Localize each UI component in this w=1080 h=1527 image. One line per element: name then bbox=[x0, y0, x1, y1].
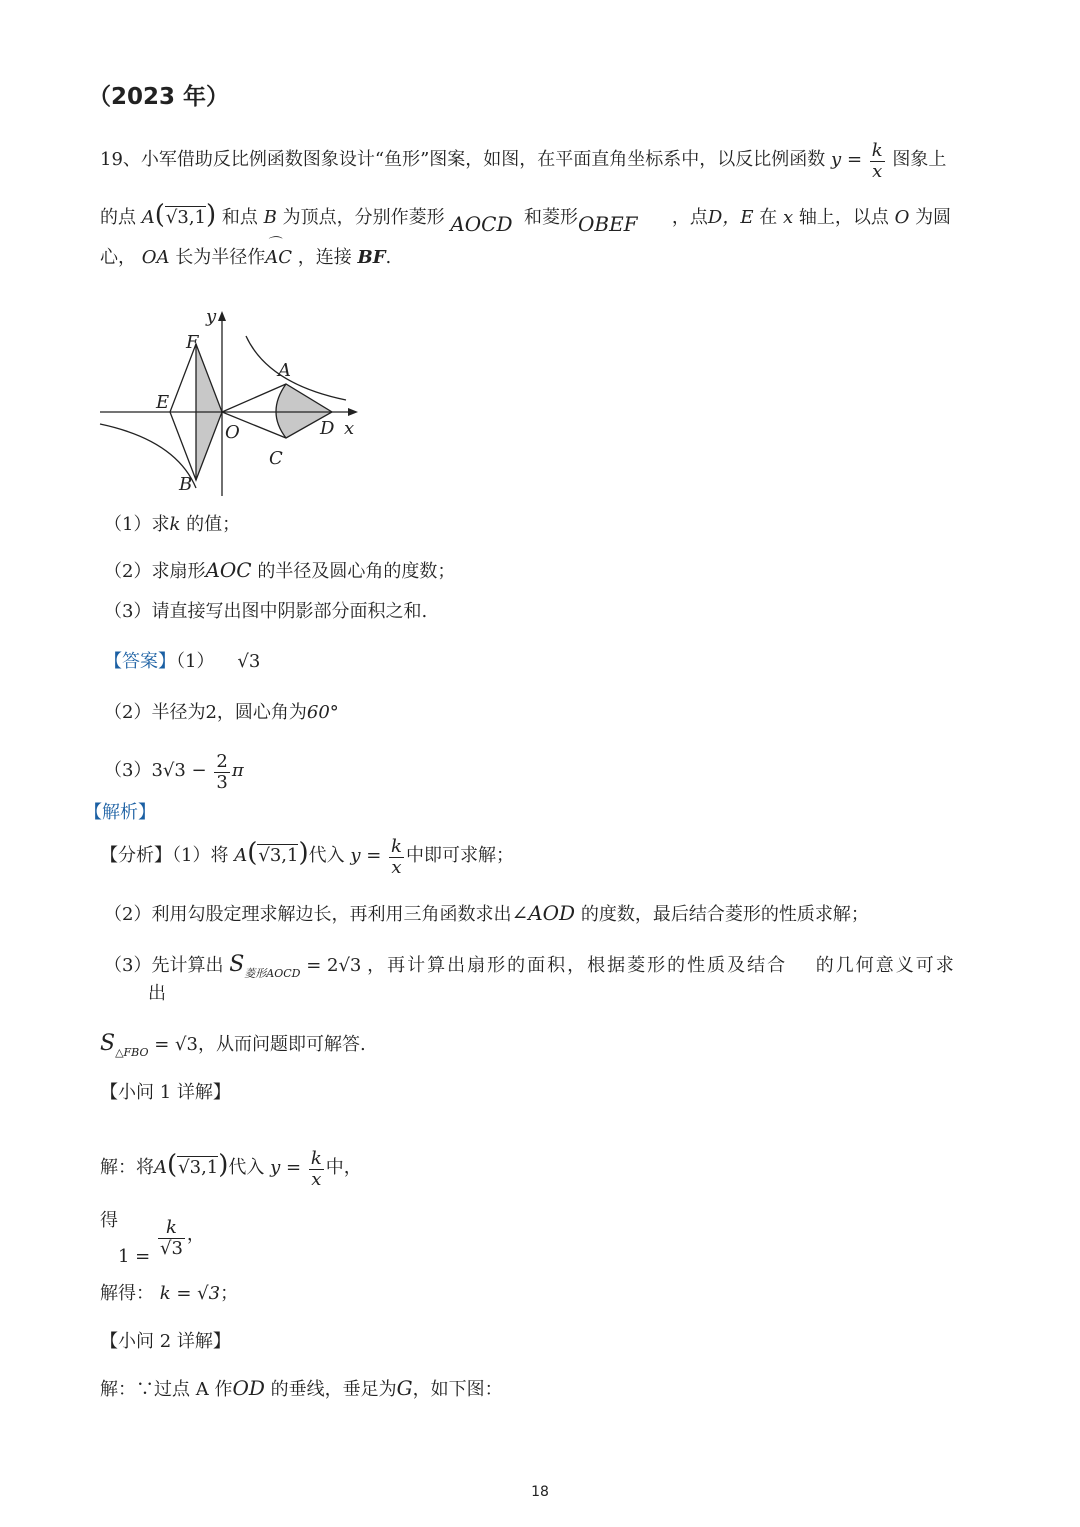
label-y: y bbox=[206, 306, 217, 327]
pi-symbol: π bbox=[231, 759, 244, 781]
point-A: A bbox=[154, 1156, 167, 1178]
question-line-2: 的点 A(√3,1) 和点 B 为顶点，分别作菱形 AOCD 和菱形OBEF ，点D，E 在 x 轴上，以点 O 为圆 bbox=[100, 200, 952, 236]
area-value: = √3 bbox=[154, 1034, 198, 1055]
detail-1-step-3 bbox=[100, 1285, 238, 1303]
analysis-line-3b: 出 bbox=[148, 983, 166, 1004]
answer-value: 60° bbox=[306, 702, 339, 723]
detail-text: 解：将 bbox=[100, 1156, 154, 1178]
analysis-text: 中即可求解； bbox=[405, 844, 514, 866]
point-G: G bbox=[396, 1376, 413, 1400]
equation-lhs: 1 = bbox=[118, 1245, 151, 1267]
segment-OA: OA bbox=[141, 247, 170, 268]
frac-num: k bbox=[310, 1148, 322, 1169]
frac-num: 2 bbox=[216, 751, 228, 772]
question-text: 为圆 bbox=[915, 207, 952, 228]
subq-text: 的值； bbox=[186, 514, 241, 535]
subquestion-2 bbox=[104, 560, 455, 581]
analysis-text: 的度数，最后结合菱形的性质求解； bbox=[580, 904, 869, 925]
analysis-text: （3）先计算出 bbox=[104, 955, 224, 976]
question-text: 和菱形 bbox=[523, 207, 578, 228]
question-text: 的点 bbox=[100, 207, 136, 228]
coord-A: √3,1 bbox=[165, 207, 206, 228]
rhombus-AOCD: AOCD bbox=[450, 212, 513, 236]
label-E: E bbox=[156, 392, 170, 413]
answer-2 bbox=[104, 704, 339, 722]
answer-text: （1） bbox=[176, 651, 215, 672]
var-y: y bbox=[270, 1156, 281, 1178]
var-y: y bbox=[350, 844, 361, 866]
fraction-k-over-x bbox=[870, 141, 885, 182]
frac-num: k bbox=[871, 140, 883, 161]
question-text: ，点 bbox=[671, 207, 708, 228]
analysis-text: 代入 bbox=[308, 844, 345, 866]
answer-value: √3 bbox=[237, 651, 261, 672]
point-B: B bbox=[263, 207, 277, 228]
analysis-line-4 bbox=[100, 1031, 366, 1059]
detail-1-title: 【小问 1 详解】 bbox=[100, 1082, 231, 1103]
label-O: O bbox=[225, 422, 240, 443]
detail-1-step-2-label: 得 bbox=[100, 1210, 118, 1231]
analysis-text: 的几何意义可求 bbox=[815, 955, 956, 976]
question-text: 在 bbox=[759, 207, 778, 228]
fraction-k-over-x bbox=[309, 1149, 324, 1190]
question-text: 长为半径作 bbox=[175, 247, 266, 268]
subq-text: （2）求扇形 bbox=[104, 561, 206, 582]
x-axis-arrow-icon bbox=[348, 408, 358, 416]
var-x: x bbox=[782, 207, 794, 228]
answer-3 bbox=[104, 752, 244, 793]
detail-1-step-2 bbox=[118, 1217, 205, 1267]
label-A: A bbox=[278, 360, 291, 381]
question-text: 图象上 bbox=[892, 148, 947, 170]
frac-den: x bbox=[311, 1168, 322, 1190]
frac-den: x bbox=[872, 160, 883, 182]
area-subscript: 菱形AOCD bbox=[244, 967, 301, 980]
label-D: D bbox=[320, 418, 335, 439]
segment-BF: BF bbox=[357, 247, 386, 268]
detail-text: 解：∵过点 A 作 bbox=[100, 1379, 233, 1400]
analysis-text: ，从而问题即可解答. bbox=[197, 1034, 366, 1055]
subquestion-1 bbox=[104, 516, 240, 534]
detail-1-step-1: 解：将A(√3,1)代入 y = $\frac{k}{x}$ 中， bbox=[100, 1148, 362, 1190]
fraction-two-thirds bbox=[214, 752, 229, 793]
answer-1 bbox=[104, 653, 260, 671]
point-A: A bbox=[234, 844, 248, 866]
analysis-label: 【分析】 bbox=[100, 844, 172, 866]
question-text: 和点 bbox=[221, 207, 258, 228]
fish-figure bbox=[96, 306, 366, 501]
var-k: k bbox=[169, 514, 181, 535]
detail-2-title: 【小问 2 详解】 bbox=[100, 1331, 231, 1352]
y-axis-arrow-icon bbox=[218, 311, 226, 321]
rhombus-OBEF: OBEF bbox=[577, 212, 638, 236]
label-B: B bbox=[179, 474, 193, 495]
coord-A: √3,1 bbox=[258, 844, 299, 866]
k-value: k = √3 bbox=[159, 1283, 221, 1304]
detail-text: ； bbox=[220, 1283, 239, 1304]
label-F: F bbox=[186, 332, 199, 353]
label-C: C bbox=[269, 448, 283, 469]
point-O: O bbox=[894, 207, 910, 228]
detail-text: 代入 bbox=[228, 1156, 265, 1178]
segment-OD: OD bbox=[232, 1376, 265, 1400]
fraction-k-over-x bbox=[389, 837, 404, 878]
detail-text: 解得： bbox=[100, 1283, 154, 1304]
frac-num: k bbox=[391, 836, 402, 857]
page-number: 18 bbox=[531, 1484, 549, 1500]
area-symbol: S bbox=[100, 1031, 116, 1056]
year-heading: （2023 年） bbox=[88, 84, 230, 110]
detail-text: 中， bbox=[325, 1156, 362, 1178]
sector-AOC: AOC bbox=[205, 558, 252, 582]
detail-text: 的垂线，垂足为 bbox=[270, 1379, 397, 1400]
subq-text: （1）求 bbox=[104, 514, 170, 535]
question-text: 为顶点，分别作菱形 bbox=[282, 207, 445, 228]
question-text: 轴上，以点 bbox=[798, 207, 889, 228]
question-line-1: 19、小军借助反比例函数图象设计“鱼形”图案，如图，在平面直角坐标系中，以反比例函数 y = $\frac{k}{x}$ 图象上 bbox=[100, 140, 947, 182]
arc-AC: ⌒ AC bbox=[265, 249, 292, 267]
answer-tag: 【答案】 bbox=[104, 651, 176, 672]
question-text: ，连接 bbox=[297, 247, 352, 268]
answer-text: （2）半径为2，圆心角为 bbox=[104, 702, 307, 723]
area-value: = 2√3 bbox=[306, 955, 362, 976]
detail-text: ，如下图： bbox=[412, 1379, 503, 1400]
points-D-E: D，E bbox=[707, 207, 754, 228]
answer-text: （3） bbox=[104, 759, 152, 781]
analysis-line-2 bbox=[104, 903, 869, 924]
subq-text: 的半径及圆心角的度数； bbox=[257, 561, 456, 582]
analysis-line-1: 【分析】（1）将 A(√3,1)代入 y = $\frac{k}{x}$ 中即可求解； bbox=[100, 836, 514, 878]
area-subscript: △FBO bbox=[115, 1046, 149, 1059]
analysis-tag: 【解析】 bbox=[84, 802, 156, 823]
detail-text: ， bbox=[186, 1223, 205, 1245]
question-text: 心， bbox=[100, 247, 136, 268]
angle-AOD: ∠AOD bbox=[511, 901, 576, 925]
frac-den: x bbox=[391, 856, 402, 878]
question-line-3: 心， OA 长为半径作⌒ AC ，连接 BF. bbox=[100, 249, 391, 267]
var-y: y bbox=[831, 148, 842, 170]
area-symbol: S bbox=[229, 952, 245, 977]
analysis-line-3 bbox=[104, 952, 956, 980]
coord-A: √3,1 bbox=[178, 1156, 219, 1178]
frac-den: √3 bbox=[160, 1237, 183, 1259]
question-text: 19、小军借助反比例函数图象设计“鱼形”图案，如图，在平面直角坐标系中，以反比例函数 bbox=[100, 148, 826, 170]
frac-num: k bbox=[158, 1218, 185, 1239]
point-A: A bbox=[141, 207, 155, 228]
analysis-text: （1）将 bbox=[172, 844, 229, 866]
analysis-text: ，再计算出扇形的面积，根据菱形的性质及结合 bbox=[367, 955, 788, 976]
answer-value: 3√3 − bbox=[151, 759, 207, 781]
label-x: x bbox=[344, 418, 355, 439]
analysis-text: （2）利用勾股定理求解边长，再利用三角函数求出 bbox=[104, 904, 512, 925]
detail-2-step-1 bbox=[100, 1378, 503, 1399]
subquestion-3: （3）请直接写出图中阴影部分面积之和. bbox=[104, 601, 428, 622]
frac-den: 3 bbox=[216, 771, 228, 793]
fraction-k-over-sqrt3 bbox=[158, 1218, 185, 1259]
